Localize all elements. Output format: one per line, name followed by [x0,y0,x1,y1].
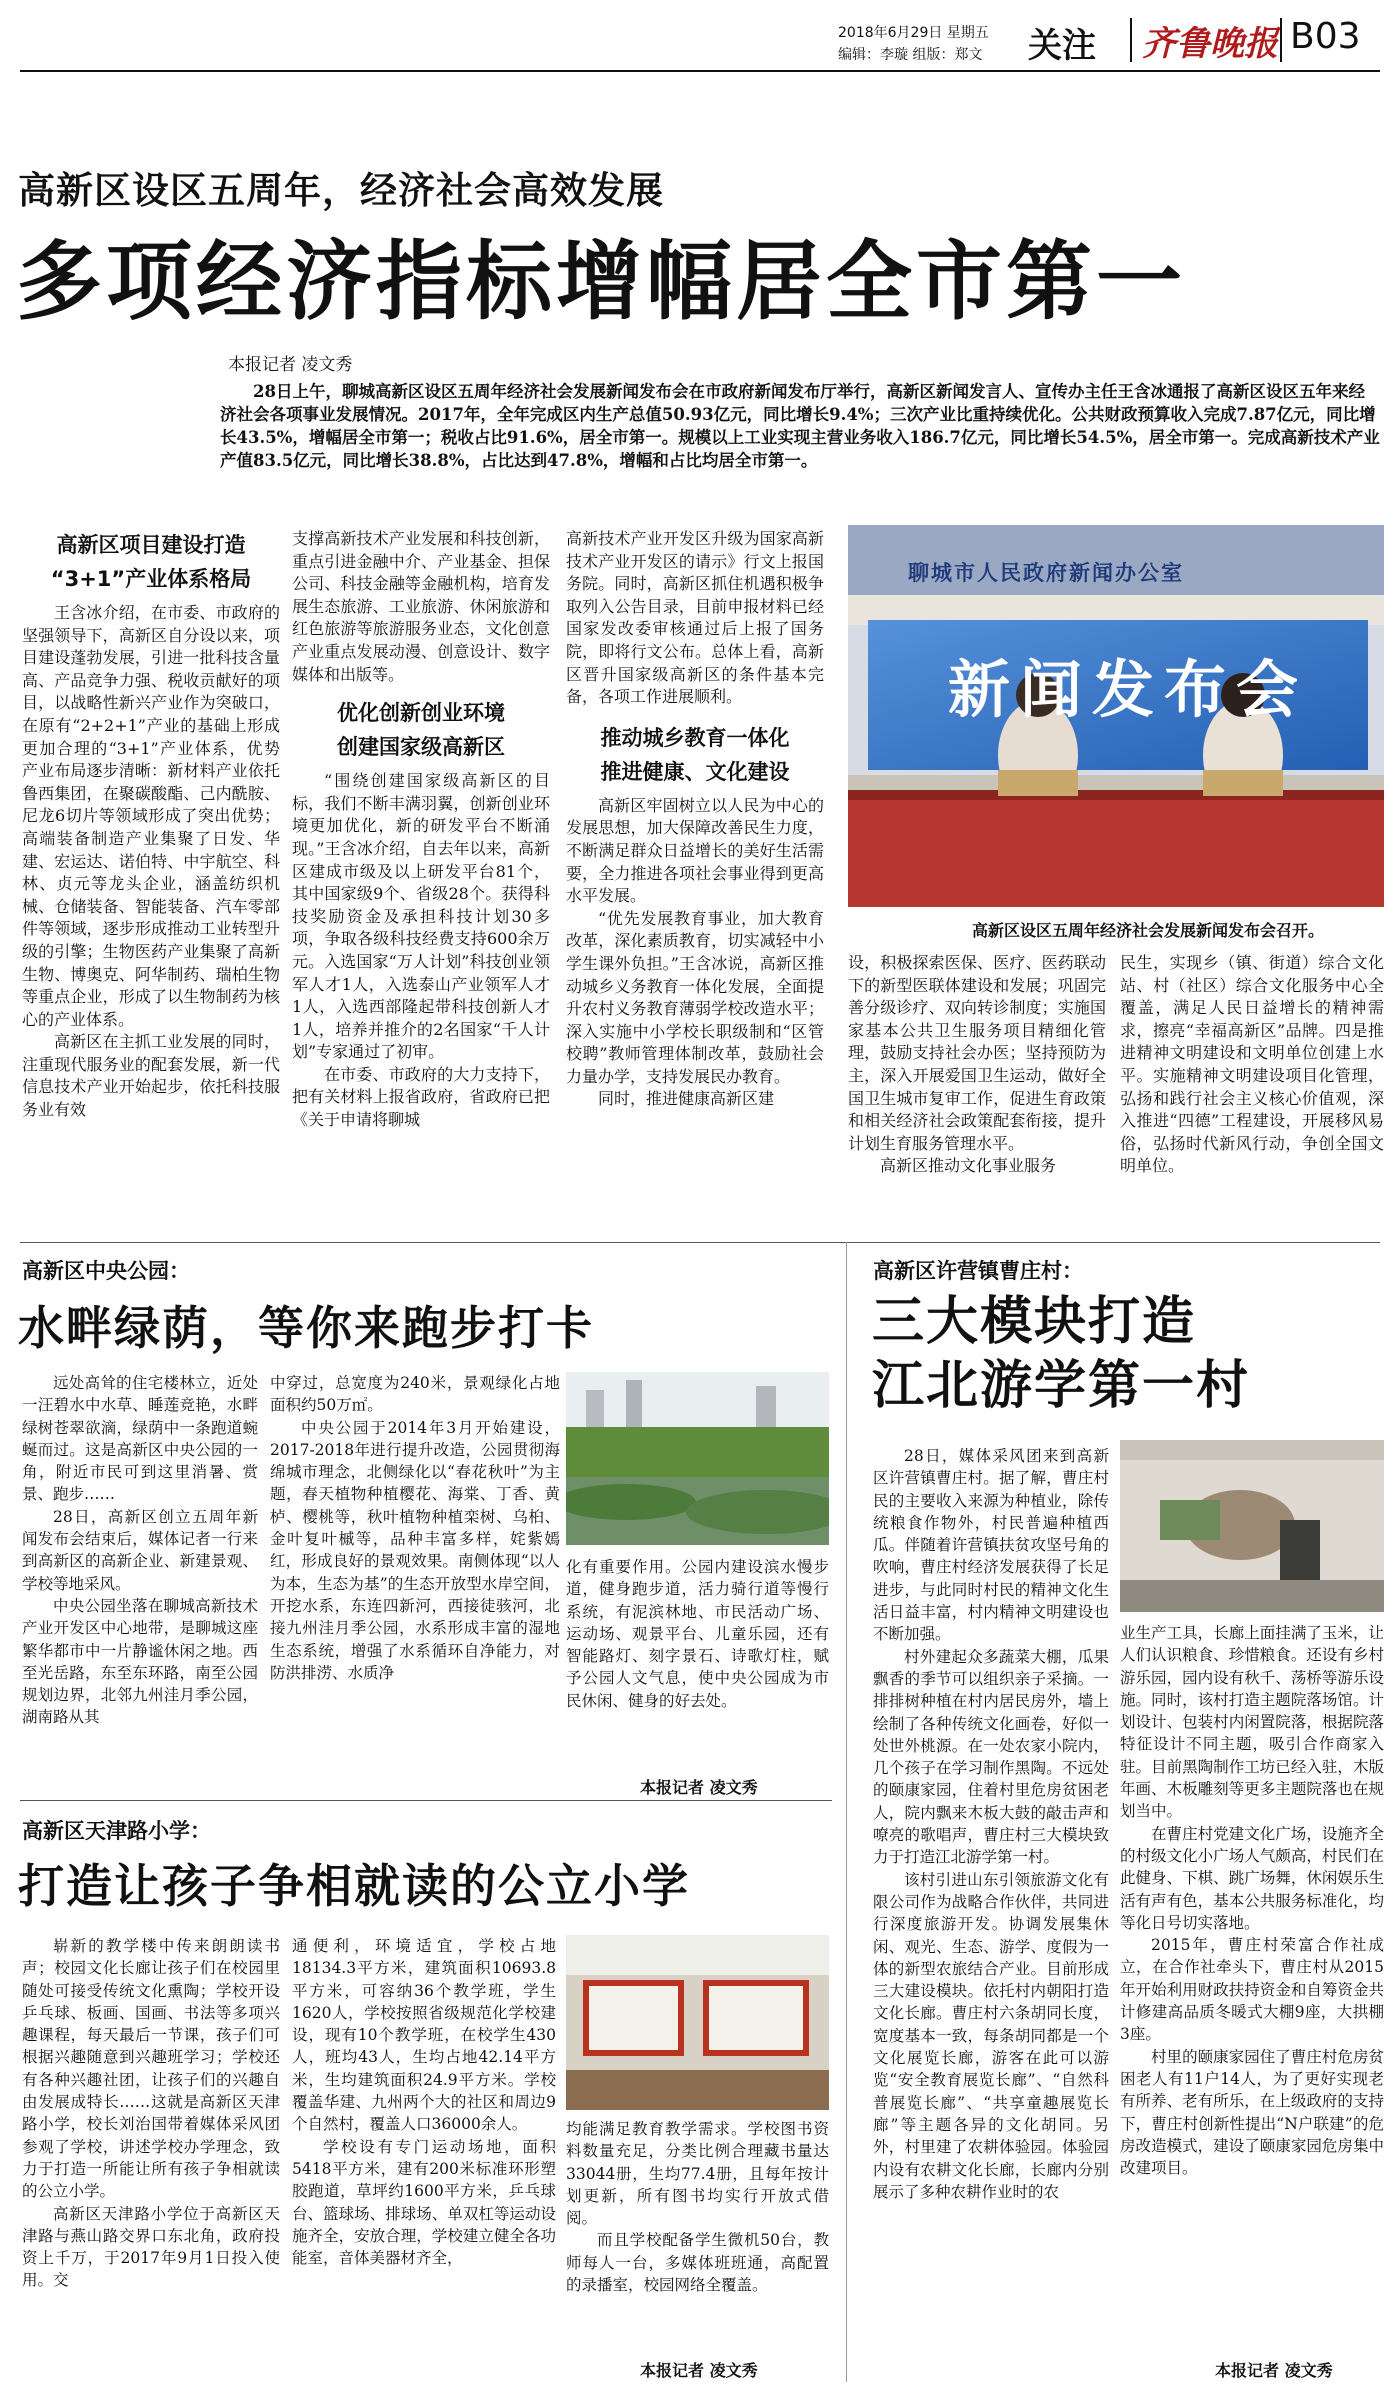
masthead [0,0,1395,75]
village-mural-illustration [1120,1440,1384,1612]
school-column-3 [566,2118,829,2358]
section-name: 关注 [1028,26,1096,66]
column-divider [846,1242,847,2382]
paragraph: 2015年，曹庄村荣富合作社成立，在合作社牵头下，曹庄村从2015年开始利用财政扶持资金和自筹资金共计修建高品质冬暖式大棚9座，大拱棚3座。 [1120,1936,1384,2044]
paragraph: 28日，高新区创立五周年新闻发布会结束后，媒体记者一行来到高新区的高新企业、新建景观、学校等地采风。 [22,1507,258,1593]
press-conference-photo [848,525,1384,907]
paragraph: 28日，媒体采风团来到高新区许营镇曹庄村。据了解，曹庄村民的主要收入来源为种植业，除传统粮食作物外，村民普遍种植西瓜。伴随着许营镇扶贫攻坚号角的吹响，曹庄村经济发展获得了长足进步，与此同时村民的精神文化生活日益丰富，村内精神文明建设也不断加强。 [873,1447,1109,1644]
paragraph: 业生产工具，长廊上面挂满了玉米，让人们认识粮食、珍惜粮食。还设有乡村游乐园，园内设有秋千、荡桥等游乐设施。同时，该村打造主题院落场馆。计划设计、包装村内闲置院落，根据院落特征设计不同主题，吸引合作商家入驻。目前黑陶制作工坊已经入驻，木版年画、木板雕刻等更多主题院落也在规划当中。 [1120,1624,1384,1821]
lead-paragraph: 28日上午，聊城高新区设区五周年经济社会发展新闻发布会在市政府新闻发布厅举行，高新区新闻发言人、宣传办主任王含冰通报了高新区设区五年来经济社会各项事业发展情况。2017年，全年完成区内生产总值50.93亿元，同比增长9.4%；三次产业比重持续优化。公共财政预算收入完成7.87亿元，同比增长43.5%，增幅居全市第一；税收占比91.6%，居全市第一。规模以上工业实现主营业务收入186.7亿元，同比增长54.5%，居全市第一。完成高新技术产业产值83.5亿元，同比增长38.8%，占比达到47.8%，增幅和占比均居全市第一。 [220,382,1380,470]
paragraph: 村里的颐康家园住了曹庄村危房贫困老人有11户14人，为了更好实现老有所养、老有所乐，在上级政府的支持下，曹庄村创新性提出“N户联建”的危房改造模式，建设了颐康家园危房集中改建项目。 [1120,2047,1384,2178]
paper-logo: 齐鲁晚报 [1142,24,1278,64]
photo-board-text: 新闻发布会 [948,653,1309,726]
park-column-1 [22,1372,258,1812]
paragraph: 王含冰介绍，在市委、市政府的坚强领导下，高新区自分设以来，项目建设蓬勃发展，引进一批科技含量高、产品竞争力强、税收贡献好的项目，以战略性新兴产业作为突破口，在原有“2+2+1”产业的基础上形成更加合理的“3+1”产业体系，优势产业布局逐步清晰：新材料产业依托鲁西集团，在聚碳酸酯、己内酰胺、尼龙6切片等领域形成了突出优势；高端装备制造产业集聚了日发、华建、宏运达、诺伯特、中宇航空、科林、贞元等龙头企业，涵盖纺织机械、仓储装备、智能装备、汽车零部件等领域，逐步形成推动工业转型升级的引擎；生物医药产业集聚了高新生物、博奥克、阿华制药、瑞柏生物等重点企业，形成了以生物制药为核心的产业体系。 [22,603,280,1029]
paragraph: 而且学校配备学生微机50台，教师每人一台，多媒体班班通，高配置的录播室，校园网络全覆盖。 [566,2231,829,2295]
masthead-divider [1130,18,1132,62]
village-kicker: 高新区许营镇曹庄村： [873,1259,1083,1283]
photo-banner-text: 聊城市人民政府新闻办公室 [908,561,1184,585]
paragraph: 高新区天津路小学位于高新区天津路与燕山路交界口东北角，政府投资上千万，于2017年9月1日投入使用。交 [22,2204,280,2290]
editor-line: 编辑：李璇 组版：郑文 [838,47,983,63]
paragraph: 同时，推进健康高新区建 [598,1089,775,1109]
masthead-divider [1280,18,1282,62]
masthead-rule [20,70,1380,72]
photo-caption: 高新区设区五周年经济社会发展新闻发布会召开。 [972,921,1325,940]
school-column-1 [22,1935,280,2385]
paragraph: 设，积极探索医保、医疗、医药联动下的新型医联体建设和发展；巩固完善分级诊疗、双向转诊制度；实施国家基本公共卫生服务项目精细化管理，鼓励支持社会办医；坚持预防为主，深入开展爱国卫生运动，做好全国卫生城市复审工作，促进生育政策和相关经济社会政策配套衔接，提升计划生育服务管理水平。 [848,953,1106,1153]
paragraph: 中央公园于2014年3月开始建设，2017-2018年进行提升改造，公园贯彻海绵城市理念，北侧绿化以“春花秋叶”为主题，春天植物种植樱花、海棠、丁香、黄栌、樱桃等，秋叶植物种植栾树、乌桕、金叶复叶槭等，品种丰富多样，姹紫嫣红，形成良好的景观效果。南侧体现“以人为本，生态为基”的生态开放型水岸空间，开挖水系，东连四新河，西接徒骇河，北接九州洼月季公园，水系形成丰富的湿地生态系统，增强了水系循环自净能力，对防洪排涝、水质净 [270,1418,560,1682]
school-column-2 [292,1935,556,2385]
park-column-2 [270,1372,560,1812]
village-photo [1120,1440,1384,1612]
park-column-3 [566,1556,829,1776]
page-number: B03 [1290,16,1361,57]
paragraph: “围绕创建国家级高新区的目标，我们不断丰满羽翼，创新创业环境更加优化，新的研发平台不断涌现。”王含冰介绍，自去年以来，高新区建成市级及以上研发平台81个，其中国家级9个、省级28个。获得科技奖励资金及承担科技计划30多项，争取各级科技经费支持600余万元。入选国家“万人计划”科技创业领军人才1人，入选泰山产业领军人才1人，入选西部隆起带科技创新人才1人，培养并推介的2名国家“千人计划”专家通过了初审。 [292,771,550,1062]
school-credit: 本报记者 凌文秀 [640,2361,758,2380]
park-headline: 水畔绿荫，等你来跑步打卡 [18,1301,594,1355]
section-rule [20,1800,832,1801]
school-headline: 打造让孩子争相就读的公立小学 [18,1859,690,1913]
lead-column-4 [848,952,1106,1288]
lead-kicker: 高新区设区五周年，经济社会高效发展 [18,169,664,212]
paragraph: 该村引进山东引领旅游文化有限公司作为战略合作伙伴，共同进行深度旅游开发。协调发展集休闲、观光、生态、游学、度假为一体的新型农旅结合产业。目前形成三大建设模块。依托村内朝阳打造文化长廊。曹庄村六条胡同长度，宽度基本一致，每条胡同都是一个文化展览长廊，游客在此可以游览“安全教育展览长廊”、“自然科普展览长廊”、“共享童趣展览长廊”等主题各异的文化胡同。另外，村里建了农耕体验园。体验园内设有农耕文化长廊，长廊内分别展示了多种农耕作业时的农 [873,1870,1109,2201]
park-credit: 本报记者 凌文秀 [640,1778,758,1797]
paragraph: 高新区牢固树立以人民为中心的发展思想，加大保障改善民生力度，不断满足群众日益增长的美好生活需要，全力推进各项社会事业得到更高水平发展。 [566,795,824,906]
school-corridor-illustration [566,1935,829,2110]
paragraph: 村外建起众多蔬菜大棚，瓜果飘香的季节可以组织亲子采摘。一排排树种植在村内居民房外，墙上绘制了各种传统文化画卷，好似一处世外桃源。在一处农家小院内，几个孩子在学习制作黑陶。不远处的颐康家园，住着村里危房贫困老人，院内飘来木板大鼓的敲击声和嘹亮的歌唱声，曹庄村三大模块致力于打造江北游学第一村。 [873,1647,1109,1867]
paragraph: “优先发展教育事业，加大教育改革，深化素质教育，切实减轻中小学生课外负担。”王含冰说，高新区推动城乡义务教育一体化发展，全面提升农村义务教育薄弱学校改造水平；深入实施中小学校长职级制和“区管校聘”教师管理体制改革，鼓励社会力量办学，支持发展民办教育。 [566,908,824,1086]
paragraph: 中央公园坐落在聊城高新技术产业开发区中心地带，是聊城这座繁华都市中一片静谧休闲之地。西至光岳路，东至东环路，南至公园规划边界，北邻九州洼月季公园，湖南路从其 [22,1596,258,1727]
park-photo [566,1372,829,1545]
paragraph: 高新区推动文化事业服务 [880,1156,1057,1176]
village-column-1 [873,1445,1109,2375]
paragraph: 均能满足教育教学需求。学校图书资料数量充足，分类比例合理藏书量达33044册，生均77.4册，且每年按计划更新，所有图书均实行开放式借阅。 [566,2120,829,2228]
village-credit: 本报记者 凌文秀 [1215,2361,1333,2380]
paragraph: 在市委、市政府的大力支持下，把有关材料上报省政府，省政府已把《关于申请将聊城 [292,1064,550,1130]
paragraph: 远处高耸的住宅楼林立，近处一汪碧水中水草、睡莲竞艳，水畔绿树苍翠欲滴，绿荫中一条跑道蜿蜒而过。这是高新区中央公园的一角，附近市民可到这里消暑、赏景、跑步…… [22,1374,258,1504]
village-column-2 [1120,1622,1384,2357]
lead-column-2 [292,528,550,1288]
paragraph: 学校设有专门运动场地，面积5418平方米，建有200米标准环形塑胶跑道，草坪约1600平方米，乒乓球台、篮球场、排球场、单双杠等运动设施齐全，安放合理，学校建立健全各功能室，音体美器材齐全， [292,2137,556,2268]
paragraph: 在曹庄村党建文化广场，设施齐全的村级文化小广场人气颇高，村民们在此健身、下棋、跳广场舞，休闲娱乐生活有声有色，基本公共服务标准化，均等化日号切实落地。 [1120,1824,1384,1932]
paragraph: 民生，实现乡（镇、街道）综合文化站、村（社区）综合文化服务中心全覆盖，满足人民日益增长的精神需求，擦亮“幸福高新区”品牌。四是推进精神文明建设和文明单位创建上水平。实施精神文明建设项目化管理，弘扬和践行社会主义核心价值观，深入推进“四德”工程建设，开展移风易俗，弘扬时代新风行动，争创全国文明单位。 [1120,953,1384,1176]
paragraph: 通便利，环境适宜，学校占地18134.3平方米，建筑面积10693.8平方米，可容纳36个教学班，学生1620人，学校按照省级规范化学校建设，现有10个教学班，在校学生430人，班均43人，生均占地42.14平方米，生均建筑面积24.9平方米。学校覆盖华建、九州两个大的社区和周边9个自然村，覆盖人口36000余人。 [292,1937,556,2134]
paragraph: 中穿过，总宽度为240米，景观绿化占地面积约50万㎡。 [270,1374,560,1415]
school-photo [566,1935,829,2110]
paragraph: 崭新的教学楼中传来朗朗读书声；校园文化长廊让孩子们在校园里随处可接受传统文化熏陶；学校开设乒乓球、板画、国画、书法等多项兴趣课程，每天最后一节课，孩子们可根据兴趣随意到兴趣班学习；学校还有各种兴趣社团，让孩子们的兴趣自由发展成特长……这就是高新区天津路小学，校长刘治国带着媒体采风团参观了学校，讲述学校办学理念，致力于打造一所能让所有孩子争相就读的公立小学。 [22,1937,280,2201]
paragraph: 高新技术产业开发区升级为国家高新技术产业开发区的请示》行文上报国务院。同时，高新区抓住机遇积极争取列入公告目录，目前申报材料已经国家发改委审核通过后上报了国务院，即将行文公布。总体上看，高新区晋升国家级高新区的条件基本完备，各项工作进展顺利。 [566,529,824,707]
lead-headline: 多项经济指标增幅居全市第一 [16,232,1186,332]
issue-date: 2018年6月29日 星期五 [838,25,989,41]
paragraph: 支撑高新技术产业发展和科技创新，重点引进金融中介、产业基金、担保公司、科技金融等金融机构，培育发展生态旅游、工业旅游、休闲旅游和红色旅游等旅游服务业态，文化创意产业重点发展动漫、创意设计、数字媒体和出版等。 [292,529,550,684]
lead-subhead-2: 优化创新创业环境 创建国家级高新区 [337,701,505,760]
lead-subhead-1: 高新区项目建设打造 “3+1”产业体系格局 [50,533,252,591]
park-kicker: 高新区中央公园： [22,1259,190,1283]
lead-column-5 [1120,952,1384,1288]
village-headline: 三大模块打造 江北游学第一村 [872,1292,1251,1416]
lead-column-1 [22,528,280,1288]
lead-subhead-3: 推动城乡教育一体化 推进健康、文化建设 [600,725,790,784]
section-rule [20,1242,1380,1243]
paragraph: 高新区在主抓工业发展的同时，注重现代服务业的配套发展，新一代信息技术产业开始起步，依托科技服务业有效 [22,1032,280,1120]
lead-column-3 [566,528,824,1288]
paragraph: 化有重要作用。公园内建设滨水慢步道，健身跑步道，活力骑行道等慢行系统，有泥滨林地、市民活动广场、运动场、观景平台、儿童乐园，还有智能路灯、刻字景石、诗歌灯柱，赋予公园人文气息，使中央公园成为市民休闲、健身的好去处。 [566,1558,829,1710]
lead-byline: 本报记者 凌文秀 [228,355,353,375]
park-illustration [566,1372,829,1545]
school-kicker: 高新区天津路小学： [22,1819,211,1843]
